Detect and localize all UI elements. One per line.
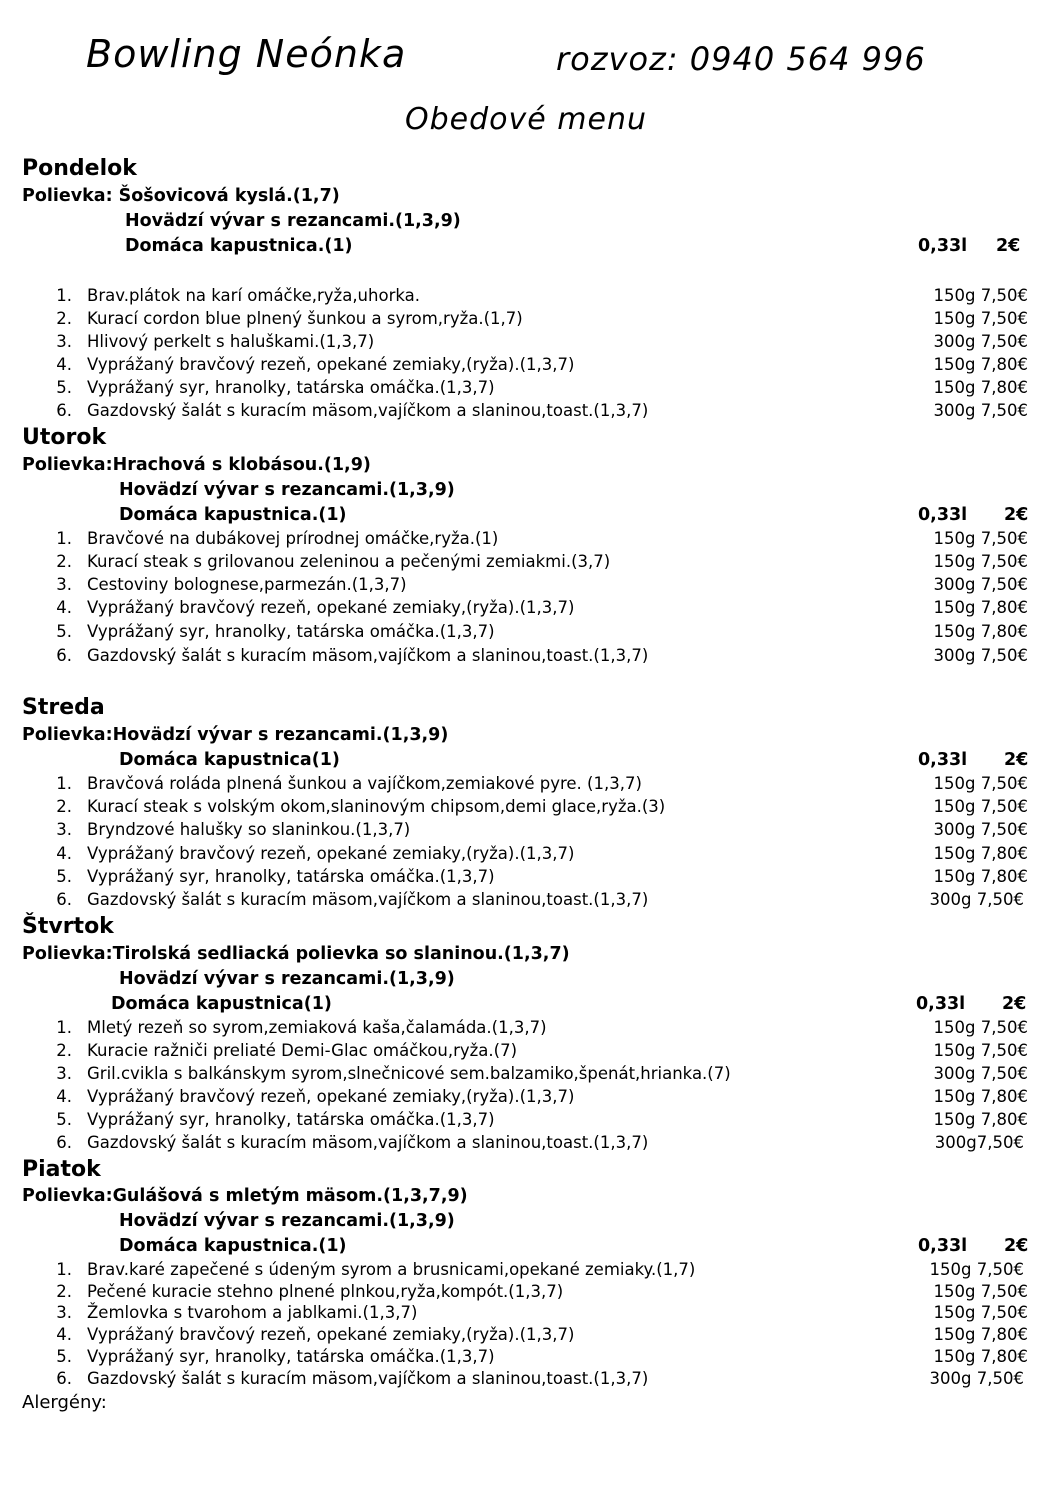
soup-price: [918, 236, 1020, 256]
day-heading-monday: Pondelok: [22, 156, 137, 181]
item-name: Brav.karé zapečené s údeným syrom a brusnicami,opekané zemiaky.(1,7): [87, 1260, 696, 1279]
menu-item: [50, 1018, 1030, 1040]
soup-volume: 0,33l: [918, 505, 968, 525]
item-price: 150g 7,80€: [933, 1087, 1028, 1106]
item-name: Gril.cvikla s balkánskym syrom,slnečnicové sem.balzamiko,špenát,hrianka.(7): [87, 1064, 731, 1083]
soup-volume: 0,33l: [916, 994, 966, 1014]
soup-line: Hovädzí vývar s rezancami.(1,3,9): [119, 969, 455, 989]
item-name: Mletý rezeň so syrom,zemiaková kaša,čalamáda.(1,3,7): [87, 1018, 547, 1037]
menu-subtitle: Obedové menu: [405, 102, 647, 137]
soup-line: Hovädzí vývar s rezancami.(1,3,9): [119, 1211, 455, 1231]
item-number: 6.: [56, 890, 72, 909]
item-name: Vyprážaný syr, hranolky, tatárska omáčka.(1,3,7): [87, 378, 495, 397]
item-price: 150g 7,80€: [933, 867, 1028, 886]
item-price: 150g 7,80€: [933, 844, 1028, 863]
item-name: Vyprážaný syr, hranolky, tatárska omáčka.(1,3,7): [87, 622, 495, 641]
item-number: 5.: [56, 1110, 72, 1129]
menu-item: [50, 820, 1030, 842]
soup-price-value: 2€: [996, 236, 1021, 256]
menu-item: [50, 286, 1030, 308]
item-price: 300g 7,50€: [933, 401, 1028, 420]
allergens-label: Alergény:: [22, 1392, 107, 1413]
item-price: 150g 7,50€: [933, 552, 1028, 571]
soup-price: [916, 994, 1026, 1014]
menu-item: [50, 332, 1030, 354]
soup-price-value: 2€: [1002, 994, 1027, 1014]
item-number: 1.: [56, 1018, 72, 1037]
item-number: 3.: [56, 820, 72, 839]
menu-item: [50, 890, 1030, 912]
item-price: 150g 7,80€: [933, 622, 1028, 641]
soup-line: Domáca kapustnica.(1): [125, 236, 353, 256]
menu-item: [50, 1303, 1030, 1325]
item-number: 1.: [56, 529, 72, 548]
soup-price: [918, 750, 1028, 770]
item-number: 5.: [56, 1347, 72, 1366]
item-name: Vyprážaný bravčový rezeň, opekané zemiaky,(ryža).(1,3,7): [87, 355, 575, 374]
item-price: 150g 7,50€: [933, 1018, 1028, 1037]
menu-item: [50, 1347, 1030, 1369]
item-number: 4.: [56, 844, 72, 863]
menu-item: [50, 1110, 1030, 1132]
item-price: 300g 7,50€: [933, 646, 1028, 665]
soup-price-value: 2€: [1004, 750, 1029, 770]
item-name: Vyprážaný bravčový rezeň, opekané zemiaky,(ryža).(1,3,7): [87, 1325, 575, 1344]
soup-price: [918, 1236, 1028, 1256]
item-name: Gazdovský šalát s kuracím mäsom,vajíčkom a slaninou,toast.(1,3,7): [87, 1369, 649, 1388]
item-number: 5.: [56, 378, 72, 397]
soup-line: Polievka:Tirolská sedliacká polievka so slaninou.(1,3,7): [22, 944, 570, 964]
soup-price-value: 2€: [1004, 505, 1029, 525]
menu-item: [50, 797, 1030, 819]
restaurant-title: Bowling Neónka: [86, 32, 407, 76]
item-price: 150g 7,80€: [933, 355, 1028, 374]
menu-item: [50, 598, 1030, 620]
item-price: 150g 7,50€: [933, 286, 1028, 305]
day-heading-friday: Piatok: [22, 1157, 101, 1182]
item-name: Gazdovský šalát s kuracím mäsom,vajíčkom a slaninou,toast.(1,3,7): [87, 646, 649, 665]
menu-item: [50, 1133, 1030, 1155]
item-number: 4.: [56, 1325, 72, 1344]
item-price: 150g 7,80€: [933, 1347, 1028, 1366]
item-price: 300g 7,50€: [933, 1064, 1028, 1083]
item-number: 4.: [56, 598, 72, 617]
item-number: 2.: [56, 1041, 72, 1060]
item-price: 150g 7,80€: [933, 1110, 1028, 1129]
menu-item: [50, 1087, 1030, 1109]
item-price: 150g 7,80€: [933, 378, 1028, 397]
menu-item: [50, 309, 1030, 331]
item-price: 150g 7,50€: [933, 1041, 1028, 1060]
item-name: Kurací steak s grilovanou zeleninou a pečenými zemiakmi.(3,7): [87, 552, 611, 571]
item-number: 5.: [56, 867, 72, 886]
item-number: 5.: [56, 622, 72, 641]
soup-line: Hovädzí vývar s rezancami.(1,3,9): [125, 211, 461, 231]
menu-item: [50, 867, 1030, 889]
item-number: 2.: [56, 1282, 72, 1301]
menu-item: [50, 401, 1030, 423]
item-price: 300g7,50€: [934, 1133, 1024, 1152]
item-number: 1.: [56, 286, 72, 305]
item-name: Vyprážaný syr, hranolky, tatárska omáčka.(1,3,7): [87, 867, 495, 886]
item-price: 150g 7,50€: [933, 774, 1028, 793]
item-price: 300g 7,50€: [933, 820, 1028, 839]
item-name: Vyprážaný bravčový rezeň, opekané zemiaky,(ryža).(1,3,7): [87, 598, 575, 617]
item-number: 3.: [56, 1303, 72, 1322]
item-price: 150g 7,50€: [933, 309, 1028, 328]
item-name: Cestoviny bolognese,parmezán.(1,3,7): [87, 575, 407, 594]
item-price: 150g 7,50€: [933, 1282, 1028, 1301]
soup-line: Domáca kapustnica(1): [119, 750, 340, 770]
soup-line: Polievka:Hovädzí vývar s rezancami.(1,3,9): [22, 725, 449, 745]
menu-item: [50, 378, 1030, 400]
item-name: Bravčová roláda plnená šunkou a vajíčkom,zemiakové pyre. (1,3,7): [87, 774, 642, 793]
menu-item: [50, 1260, 1030, 1282]
day-heading-tuesday: Utorok: [22, 425, 107, 450]
day-heading-thursday: Štvrtok: [22, 914, 114, 939]
item-price: 150g 7,50€: [933, 797, 1028, 816]
item-name: Gazdovský šalát s kuracím mäsom,vajíčkom a slaninou,toast.(1,3,7): [87, 1133, 649, 1152]
item-price: 150g 7,80€: [933, 1325, 1028, 1344]
menu-item: [50, 575, 1030, 597]
item-name: Žemlovka s tvarohom a jablkami.(1,3,7): [87, 1303, 418, 1322]
soup-line: Domáca kapustnica.(1): [119, 505, 347, 525]
menu-item: [50, 529, 1030, 551]
item-price: 150g 7,50€: [933, 1303, 1028, 1322]
item-name: Vyprážaný bravčový rezeň, opekané zemiaky,(ryža).(1,3,7): [87, 844, 575, 863]
item-number: 3.: [56, 1064, 72, 1083]
item-number: 6.: [56, 1133, 72, 1152]
menu-item: [50, 646, 1030, 668]
menu-item: [50, 1325, 1030, 1347]
item-name: Bryndzové halušky so slaninkou.(1,3,7): [87, 820, 411, 839]
menu-item: [50, 1369, 1030, 1391]
delivery-phone: rozvoz: 0940 564 996: [556, 40, 926, 78]
soup-volume: 0,33l: [918, 1236, 968, 1256]
menu-item: [50, 552, 1030, 574]
item-number: 1.: [56, 774, 72, 793]
item-name: Kuracie ražniči preliaté Demi-Glac omáčkou,ryža.(7): [87, 1041, 518, 1060]
item-price: 300g 7,50€: [933, 332, 1028, 351]
item-price: 300g 7,50€: [929, 890, 1024, 909]
item-number: 2.: [56, 309, 72, 328]
day-heading-wednesday: Streda: [22, 695, 105, 720]
soup-line: Domáca kapustnica(1): [111, 994, 332, 1014]
menu-item: [50, 1064, 1030, 1086]
menu-item: [50, 355, 1030, 377]
item-price: 300g 7,50€: [933, 575, 1028, 594]
item-number: 6.: [56, 646, 72, 665]
item-number: 1.: [56, 1260, 72, 1279]
item-name: Vyprážaný bravčový rezeň, opekané zemiaky,(ryža).(1,3,7): [87, 1087, 575, 1106]
item-number: 6.: [56, 1369, 72, 1388]
soup-line: Domáca kapustnica.(1): [119, 1236, 347, 1256]
item-name: Bravčové na dubákovej prírodnej omáčke,ryža.(1): [87, 529, 499, 548]
menu-item: [50, 844, 1030, 866]
item-price: 150g 7,80€: [933, 598, 1028, 617]
menu-item: [50, 774, 1030, 796]
soup-volume: 0,33l: [918, 236, 968, 256]
soup-line: Hovädzí vývar s rezancami.(1,3,9): [119, 480, 455, 500]
item-number: 2.: [56, 552, 72, 571]
item-price: 150g 7,50€: [933, 529, 1028, 548]
item-number: 2.: [56, 797, 72, 816]
item-price: 300g 7,50€: [929, 1369, 1024, 1388]
item-number: 3.: [56, 575, 72, 594]
item-number: 3.: [56, 332, 72, 351]
item-number: 4.: [56, 355, 72, 374]
soup-line: Polievka: Šošovicová kyslá.(1,7): [22, 186, 340, 206]
soup-price-value: 2€: [1004, 1236, 1029, 1256]
item-price: 150g 7,50€: [929, 1260, 1024, 1279]
soup-price: [918, 505, 1028, 525]
menu-item: [50, 1041, 1030, 1063]
item-name: Gazdovský šalát s kuracím mäsom,vajíčkom a slaninou,toast.(1,3,7): [87, 401, 649, 420]
item-name: Hlivový perkelt s haluškami.(1,3,7): [87, 332, 375, 351]
soup-volume: 0,33l: [918, 750, 968, 770]
item-name: Pečené kuracie stehno plnené plnkou,ryža,kompót.(1,3,7): [87, 1282, 564, 1301]
menu-item: [50, 622, 1030, 644]
item-number: 6.: [56, 401, 72, 420]
item-name: Gazdovský šalát s kuracím mäsom,vajíčkom a slaninou,toast.(1,3,7): [87, 890, 649, 909]
item-name: Vyprážaný syr, hranolky, tatárska omáčka.(1,3,7): [87, 1347, 495, 1366]
item-name: Kurací steak s volským okom,slaninovým chipsom,demi glace,ryža.(3): [87, 797, 666, 816]
item-number: 4.: [56, 1087, 72, 1106]
item-name: Vyprážaný syr, hranolky, tatárska omáčka.(1,3,7): [87, 1110, 495, 1129]
soup-line: Polievka:Gulášová s mletým mäsom.(1,3,7,9): [22, 1186, 468, 1206]
menu-item: [50, 1282, 1030, 1304]
soup-line: Polievka:Hrachová s klobásou.(1,9): [22, 455, 371, 475]
item-name: Brav.plátok na karí omáčke,ryža,uhorka.: [87, 286, 420, 305]
item-name: Kurací cordon blue plnený šunkou a syrom,ryža.(1,7): [87, 309, 523, 328]
